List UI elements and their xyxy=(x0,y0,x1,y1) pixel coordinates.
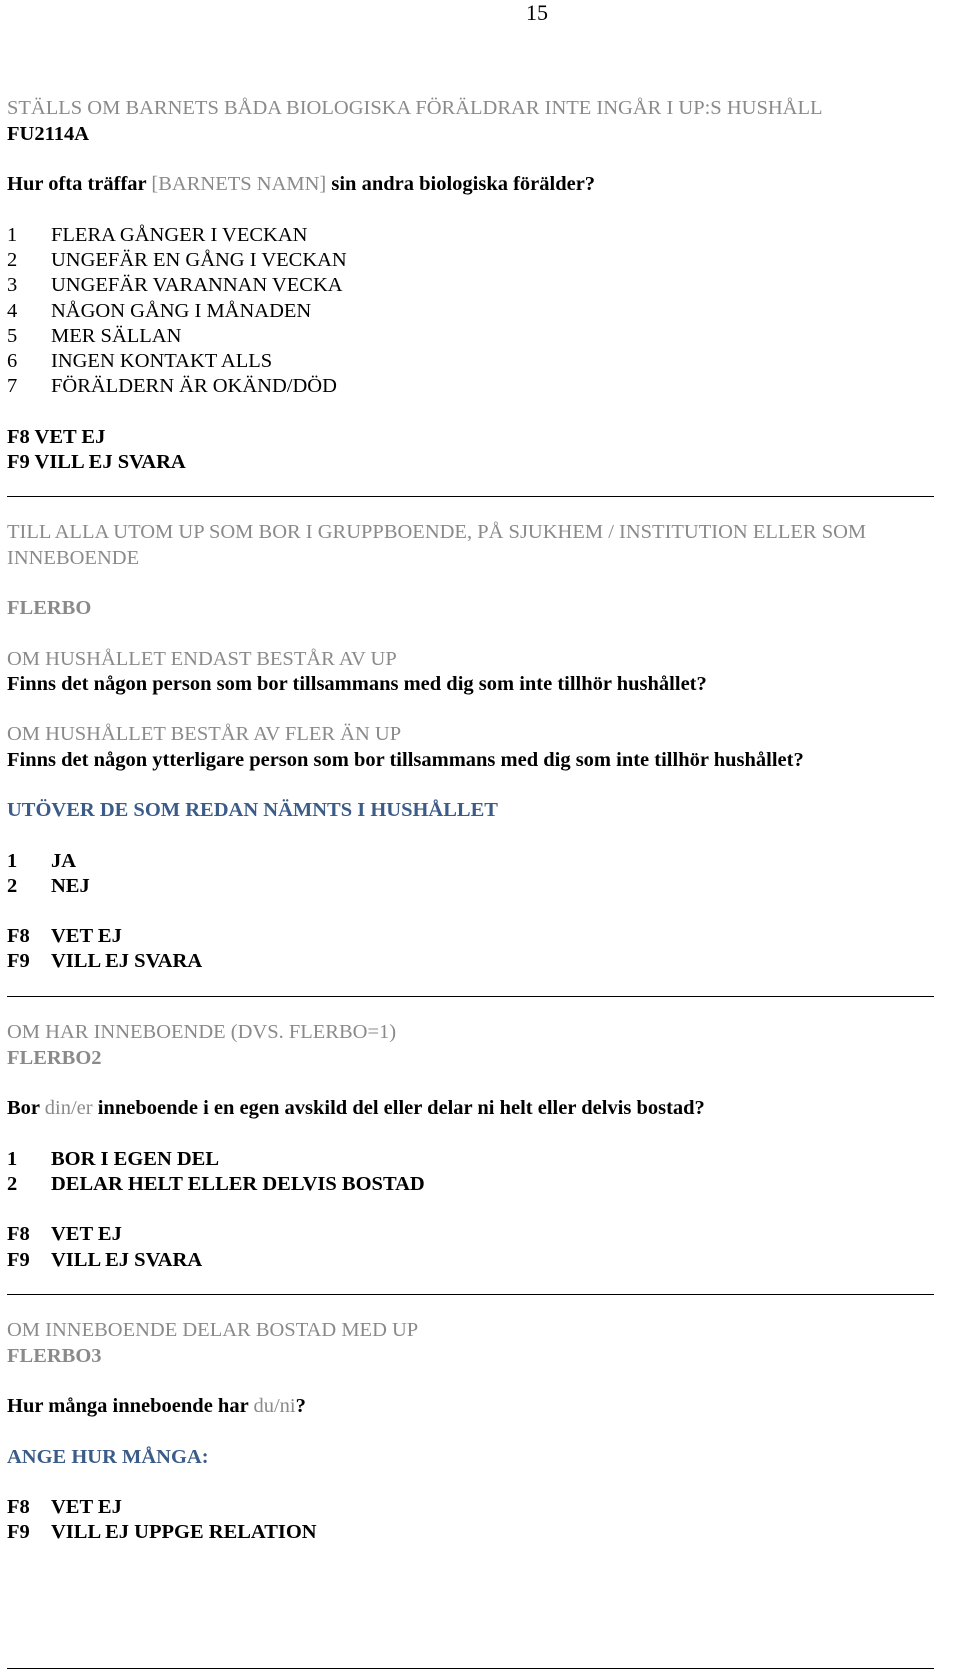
condition-text: OM HUSHÅLLET BESTÅR AV FLER ÄN UP xyxy=(7,723,402,745)
answer-option: F8 VET EJ xyxy=(7,1496,122,1518)
condition-text: OM HUSHÅLLET ENDAST BESTÅR AV UP xyxy=(7,648,397,670)
answer-option: 2 UNGEFÄR EN GÅNG I VECKAN xyxy=(7,249,347,271)
question-text: Finns det någon person som bor tillsammans med dig som inte tillhör hushållet? xyxy=(7,673,707,695)
condition-text: INNEBOENDE xyxy=(7,547,140,569)
condition-text: OM HAR INNEBOENDE (DVS. FLERBO=1) xyxy=(7,1021,397,1043)
condition-text: STÄLLS OM BARNETS BÅDA BIOLOGISKA FÖRÄLDRAR INTE INGÅR I UP:S HUSHÅLL xyxy=(7,97,823,119)
question-text: Hur ofta träffar [BARNETS NAMN] sin andra biologiska förälder? xyxy=(7,173,596,195)
placeholder-text: din/er xyxy=(44,1097,93,1119)
answer-option: 7 FÖRÄLDERN ÄR OKÄND/DÖD xyxy=(7,375,337,397)
answer-option: 1 FLERA GÅNGER I VECKAN xyxy=(7,224,308,246)
variable-name: FLERBO xyxy=(7,597,92,619)
answer-option: F8 VET EJ xyxy=(7,1223,122,1245)
answer-option: 6 INGEN KONTAKT ALLS xyxy=(7,350,273,372)
answer-option: 5 MER SÄLLAN xyxy=(7,325,182,347)
answer-option: 1 BOR I EGEN DEL xyxy=(7,1148,220,1170)
variable-name: FLERBO2 xyxy=(7,1047,102,1069)
answer-option: 4 NÅGON GÅNG I MÅNADEN xyxy=(7,300,312,322)
answer-option: F9 VILL EJ SVARA xyxy=(7,1249,203,1271)
condition-text: OM INNEBOENDE DELAR BOSTAD MED UP xyxy=(7,1319,419,1341)
answer-option-refuse: F9 VILL EJ SVARA xyxy=(7,451,186,473)
answer-option-dont-know: F8 VET EJ xyxy=(7,426,106,448)
question-text: Bor din/er inneboende i en egen avskild del eller delar ni helt eller delvis bostad? xyxy=(7,1097,705,1119)
answer-option: 1 JA xyxy=(7,850,77,872)
question-text: Finns det någon ytterligare person som bor tillsammans med dig som inte tillhör hushållet? xyxy=(7,749,804,771)
placeholder-text: du/ni xyxy=(253,1395,296,1417)
variable-name: FLERBO3 xyxy=(7,1345,102,1367)
question-text: Hur många inneboende har du/ni? xyxy=(7,1395,306,1417)
section-divider xyxy=(7,1668,934,1669)
variable-name: FU2114A xyxy=(7,123,89,145)
section-divider xyxy=(7,496,934,497)
condition-text: TILL ALLA UTOM UP SOM BOR I GRUPPBOENDE, PÅ SJUKHEM / INSTITUTION ELLER SOM xyxy=(7,521,867,543)
answer-option: F9 VILL EJ UPPGE RELATION xyxy=(7,1521,317,1543)
section-divider xyxy=(7,1294,934,1295)
interviewer-instruction: UTÖVER DE SOM REDAN NÄMNTS I HUSHÅLLET xyxy=(7,799,498,821)
answer-option: 2 DELAR HELT ELLER DELVIS BOSTAD xyxy=(7,1173,425,1195)
answer-option: 3 UNGEFÄR VARANNAN VECKA xyxy=(7,274,343,296)
interviewer-instruction: ANGE HUR MÅNGA: xyxy=(7,1446,209,1468)
page-number: 15 xyxy=(526,0,548,25)
answer-option: F8 VET EJ xyxy=(7,925,122,947)
section-divider xyxy=(7,996,934,997)
placeholder-text: [BARNETS NAMN] xyxy=(151,173,327,195)
answer-option: 2 NEJ xyxy=(7,875,90,897)
answer-option: F9 VILL EJ SVARA xyxy=(7,950,203,972)
